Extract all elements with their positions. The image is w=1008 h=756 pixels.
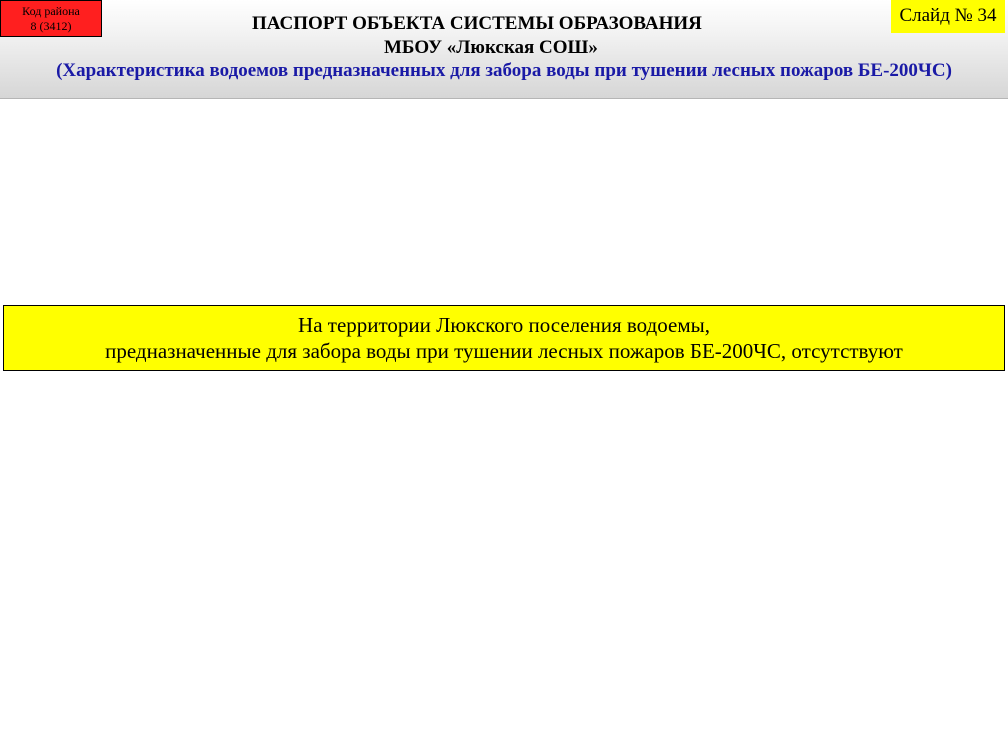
slide-header bbox=[0, 0, 1008, 99]
school-name: МБОУ «Люкская СОШ» bbox=[384, 37, 598, 58]
slide-number-badge: Слайд № 34 bbox=[891, 0, 1005, 33]
page-title: ПАСПОРТ ОБЪЕКТА СИСТЕМЫ ОБРАЗОВАНИЯ bbox=[252, 13, 702, 34]
region-code-label: Код района bbox=[22, 4, 80, 18]
notice-box bbox=[3, 305, 1005, 371]
notice-line-2: предназначенные для забора воды при тушении лесных пожаров БЕ-200ЧС, отсутствуют bbox=[105, 339, 903, 363]
page-subtitle: (Характеристика водоемов предназначенных для забора воды при тушении лесных пожаров БЕ-200ЧС) bbox=[56, 60, 952, 81]
region-code-value: 8 (3412) bbox=[30, 19, 72, 33]
notice-line-1: На территории Люкского поселения водоемы, bbox=[298, 313, 710, 337]
region-code-badge bbox=[0, 0, 102, 37]
